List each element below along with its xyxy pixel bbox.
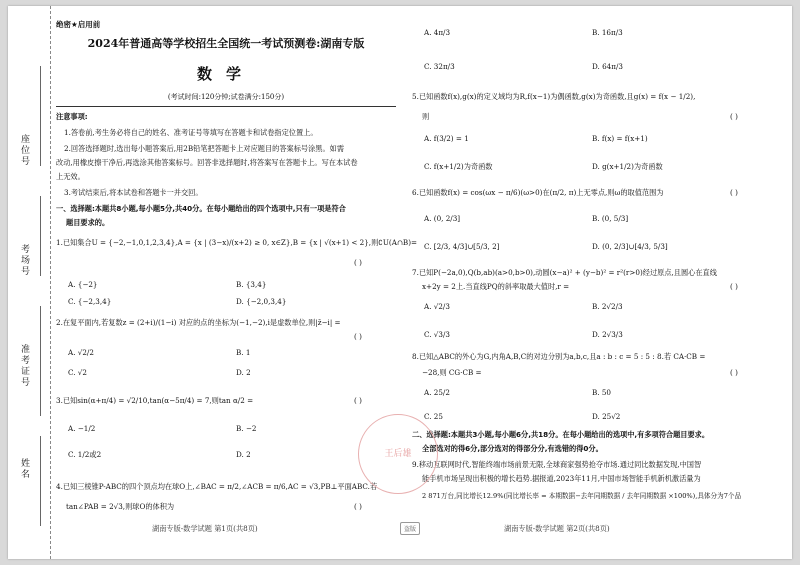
- q1-option-b: B. {3,4}: [236, 280, 267, 289]
- room-line: [40, 196, 42, 276]
- q7-option-a: A. √2/3: [424, 302, 450, 311]
- note-line: 上无效。: [56, 172, 85, 181]
- q8-option-c: C. 25: [424, 412, 443, 421]
- q7-option-c: C. √3/3: [424, 330, 450, 339]
- binding-strip: [8, 6, 51, 559]
- question-3: 3.已知sin(α+π/4) = √2/10,tan(α−5π/4) = 7,则tan α/2 =: [56, 396, 254, 405]
- section-2-heading: 二、选择题:本题共3小题,每小题6分,共18分。在每小题给出的选项中,有多项符合题目要求。: [412, 430, 710, 439]
- question-1: 1.已知集合U = {−2,−1,0,1,2,3,4},A = {x | (3−x)/(x+2) ≥ 0, x∈Z},B = {x | √(x+1) < 2},则∁U(A∩B)=: [56, 238, 418, 247]
- question-9-cont: 能手机市场呈现出积极的增长趋势.据报道,2023年11月,中国市场智能手机新机激活量为: [422, 474, 701, 483]
- q6-option-c: C. [2/3, 4/3]∪[5/3, 2]: [424, 242, 500, 251]
- divider: [56, 106, 396, 107]
- exam-meta: (考试时间:120分钟;试卷满分:150分): [167, 93, 285, 101]
- q3-option-a: A. −1/2: [68, 424, 96, 433]
- question-4-cont: tan∠PAB = 2√3,则球O的体积为: [66, 502, 175, 511]
- q5-option-a: A. f(3/2) = 1: [424, 134, 469, 143]
- answer-paren: ( ): [354, 258, 362, 267]
- question-8-cont: −28,则 CG·CB =: [422, 368, 482, 377]
- note-line: 1.答卷前,考生务必将自己的姓名、准考证号等填写在答题卡和试卷指定位置上。: [64, 128, 318, 137]
- name-label: 姓名: [19, 458, 29, 480]
- question-5-cont: 则: [422, 112, 430, 121]
- q8-option-a: A. 25/2: [424, 388, 450, 397]
- q3-option-b: B. −2: [236, 424, 257, 433]
- page-footer: 湖南专版-数学试题 第2页(共8页): [504, 524, 610, 533]
- page-2: [412, 6, 784, 559]
- section-1-heading-cont: 题目要求的。: [66, 218, 110, 227]
- notes-heading: 注意事项:: [56, 112, 88, 121]
- exam-title: 2024年普通高等学校招生全国统一考试预测卷:湖南专版: [87, 37, 365, 50]
- question-2: 2.在复平面内,若复数z = (2+i)/(1−i) 对应的点的坐标为(−1,−2),i是虚数单位,则|z̄−i| =: [56, 318, 341, 327]
- room-label: 考场号: [19, 244, 29, 277]
- answer-paren: ( ): [354, 502, 362, 511]
- name-line: [40, 436, 42, 526]
- question-7: 7.已知P(−2a,0),Q(b,ab)(a>0,b>0),动圆(x−a)² + (y−b)² = r²(r>0)经过原点,且圆心在直线: [412, 268, 717, 277]
- section-1-heading: 一、选择题:本题共8小题,每小题5分,共40分。在每小题给出的四个选项中,只有一项是符合: [56, 204, 346, 213]
- note-line: 2.回答选择题时,选出每小题答案后,用2B铅笔把答题卡上对应题目的答案标号涂黑。如需: [64, 144, 345, 153]
- q5-option-d: D. g(x+1/2)为奇函数: [592, 162, 663, 171]
- answer-paren: ( ): [730, 368, 738, 377]
- q1-option-d: D. {−2,0,3,4}: [236, 297, 287, 306]
- question-4: 4.已知三棱锥P-ABC的四个顶点均在球O上,∠BAC = π/2,∠ACB = π/6,AC = √3,PB⊥平面ABC.若: [56, 482, 378, 491]
- q2-option-c: C. √2: [68, 368, 87, 377]
- q7-option-b: B. 2√2/3: [592, 302, 623, 311]
- question-9-cont: 2 871万台,同比增长12.9%(同比增长率 = 本期数据−去年同期数据 / 去年同期数据 ×100%),具体分为7个品: [422, 492, 742, 500]
- question-7-cont: x+2y = 2上.当直线PQ的斜率取最大值时,r =: [422, 282, 570, 291]
- note-line: 改动,用橡皮擦干净后,再选涂其他答案标号。回答非选择题时,将答案写在答题卡上。写在本试卷: [56, 158, 358, 167]
- q2-option-b: B. 1: [236, 348, 251, 357]
- q1-option-c: C. {−2,3,4}: [68, 297, 112, 306]
- q6-option-a: A. (0, 2/3]: [424, 214, 461, 223]
- q4-option-b: B. 16π/3: [592, 28, 623, 37]
- answer-paren: ( ): [730, 282, 738, 291]
- q7-option-d: D. 2√3/3: [592, 330, 623, 339]
- seat-line: [40, 66, 42, 166]
- seat-label: 座位号: [19, 134, 29, 167]
- q8-option-d: D. 25√2: [592, 412, 621, 421]
- section-2-heading-cont: 全部选对的得6分,部分选对的得部分分,有选错的得0分。: [422, 444, 603, 453]
- answer-paren: ( ): [730, 188, 738, 197]
- subject-title: 数学: [196, 65, 255, 83]
- q5-option-b: B. f(x) = f(x+1): [592, 134, 648, 143]
- watermark-stamp: 王后雄: [358, 414, 438, 494]
- watermark-label: 盗版: [400, 522, 420, 535]
- q4-option-d: D. 64π/3: [592, 62, 623, 71]
- q4-option-a: A. 4π/3: [424, 28, 451, 37]
- q6-option-d: D. (0, 2/3]∪[4/3, 5/3]: [592, 242, 668, 251]
- question-6: 6.已知函数f(x) = cos(ωx − π/6)(ω>0)在(π/2, π)上无零点,则ω的取值范围为: [412, 188, 664, 197]
- answer-paren: ( ): [354, 332, 362, 341]
- page-footer: 湖南专版-数学试题 第1页(共8页): [152, 524, 258, 533]
- answer-paren: ( ): [730, 112, 738, 121]
- q1-option-a: A. {−2}: [68, 280, 98, 289]
- q3-option-d: D. 2: [236, 450, 251, 459]
- exam-sheet: [8, 6, 792, 559]
- q4-option-c: C. 32π/3: [424, 62, 455, 71]
- q6-option-b: B. (0, 5/3]: [592, 214, 629, 223]
- secret-mark: 绝密★启用前: [56, 20, 101, 29]
- q3-option-c: C. 1/2或2: [68, 450, 102, 459]
- q5-option-c: C. f(x+1/2)为奇函数: [424, 162, 493, 171]
- answer-paren: ( ): [354, 396, 362, 405]
- q2-option-a: A. √2/2: [68, 348, 94, 357]
- ticket-label: 准考证号: [19, 344, 29, 388]
- question-5: 5.已知函数f(x),g(x)的定义域均为R,f(x−1)为偶函数,g(x)为奇函数,且g(x) = f(x − 1/2),: [412, 92, 696, 101]
- q8-option-b: B. 50: [592, 388, 611, 397]
- question-8: 8.已知△ABC的外心为G,内角A,B,C的对边分别为a,b,c,且a : b : c = 5 : 5 : 8.若 CA·CB =: [412, 352, 706, 361]
- q2-option-d: D. 2: [236, 368, 251, 377]
- question-9: 9.移动互联网时代,智能终端市场前景无限,全球商家强势抢夺市场.通过同比数据发现,中国智: [412, 460, 702, 469]
- note-line: 3.考试结束后,将本试卷和答题卡一并交回。: [64, 188, 203, 197]
- ticket-line: [40, 306, 42, 416]
